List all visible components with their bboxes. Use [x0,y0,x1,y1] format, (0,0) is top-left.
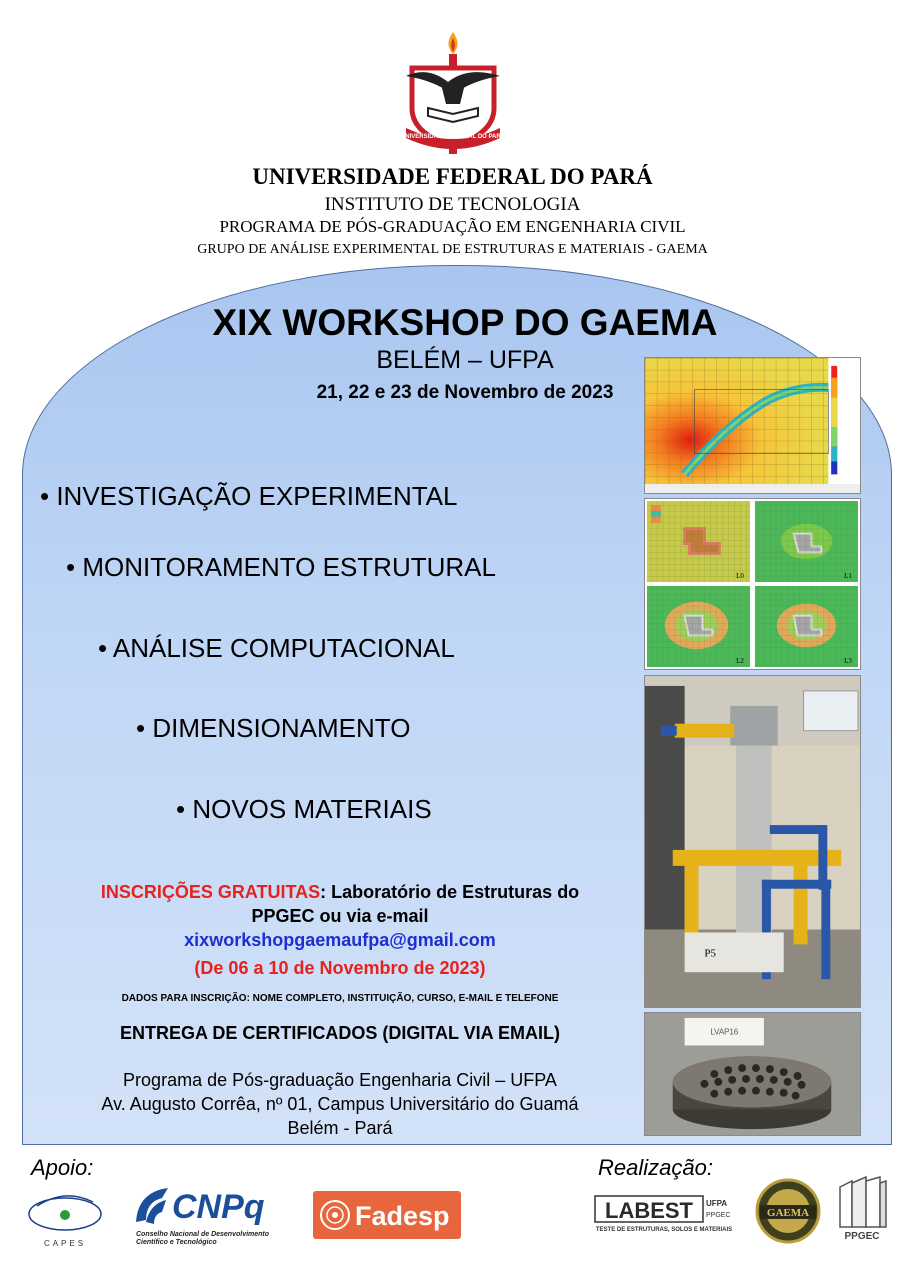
labest-text: LABEST [605,1198,693,1223]
capes-logo [25,1188,105,1250]
program-name: PROGRAMA DE PÓS-GRADUAÇÃO EM ENGENHARIA CIVIL [219,217,686,236]
research-group-name: GRUPO DE ANÁLISE EXPERIMENTAL DE ESTRUTURAS E MATERIAIS - GAEMA [197,242,708,257]
fadesp-logo [313,1191,461,1239]
fem-panel-label: L2 [736,658,744,666]
institute-name: INSTITUTO DE TECNOLOGIA [324,194,581,215]
registration-required-data: DADOS PARA INSCRIÇÃO: NOME COMPLETO, INSTITUIÇÃO, CURSO, E-MAIL E TELEFONE [121,993,559,1004]
labest-logo [594,1195,734,1233]
fem-contour-image [644,357,861,494]
event-dates: 21, 22 e 23 de Novembro de 2023 [316,382,614,403]
photo-column-label: P5 [704,947,716,960]
ppgec-text: PPGEC [844,1231,880,1242]
support-label: Apoio: [31,1155,94,1180]
topic-item: • ANÁLISE COMPUTACIONAL [98,633,455,663]
topic-item: • DIMENSIONAMENTO [136,713,411,743]
gaema-logo [752,1178,824,1244]
fem-damage-panels [644,498,861,670]
photo-sample-label: LVAP16 [710,1027,739,1037]
registration-period: (De 06 a 10 de Novembro de 2023) [194,958,486,978]
cnpq-subtitle: Científico e Tecnológico [136,1239,217,1246]
event-title: XIX WORKSHOP DO GAEMA [212,302,718,343]
topic-item: • MONITORAMENTO ESTRUTURAL [66,552,496,582]
fem-panel-label: L1 [844,573,852,581]
ppgec-logo [834,1173,890,1243]
organizer-label: Realização: [598,1155,713,1180]
labest-tag: PPGEC [706,1212,731,1219]
fem-panel-label: L0 [736,573,744,581]
registration-line [40,882,640,903]
lab-test-photo [644,675,861,1008]
labest-tag: UFPA [706,1199,728,1208]
registration-place-cont: PPGEC ou via e-mail [251,906,429,926]
free-registration-label: INSCRIÇÕES GRATUITAS [100,882,321,902]
address-line: Belém - Pará [287,1118,393,1138]
cnpq-subtitle: Conselho Nacional de Desenvolvimento [136,1231,270,1238]
ufpa-seal-logo [398,30,508,155]
certificate-notice: ENTREGA DE CERTIFICADOS (DIGITAL VIA EMAIL) [120,1023,560,1043]
topic-item: • NOVOS MATERIAIS [176,794,432,824]
address-line: Programa de Pós-graduação Engenharia Civil – UFPA [123,1070,557,1090]
fadesp-text: Fadesp [355,1201,450,1231]
address-line: Av. Augusto Corrêa, nº 01, Campus Universitário do Guamá [101,1094,579,1114]
cnpq-logo [132,1182,292,1246]
event-location: BELÉM – UFPA [376,346,554,374]
topic-item: • INVESTIGAÇÃO EXPERIMENTAL [40,481,458,511]
registration-place: : Laboratório de Estruturas do [320,882,580,902]
capes-text: CAPES [43,1239,87,1248]
seal-text: UNIVERSIDADE FEDERAL DO PARÁ [400,134,506,140]
sample-photo [644,1012,861,1136]
cnpq-text: CNPq [172,1188,265,1226]
fem-panel-label: L3 [844,658,852,666]
university-name: UNIVERSIDADE FEDERAL DO PARÁ [252,164,653,189]
labest-subtitle: TESTE DE ESTRUTURAS, SOLOS E MATERIAIS [595,1227,733,1233]
gaema-text: GAEMA [766,1207,810,1219]
registration-email[interactable]: xixworkshopgaemaufpa@gmail.com [184,930,496,950]
